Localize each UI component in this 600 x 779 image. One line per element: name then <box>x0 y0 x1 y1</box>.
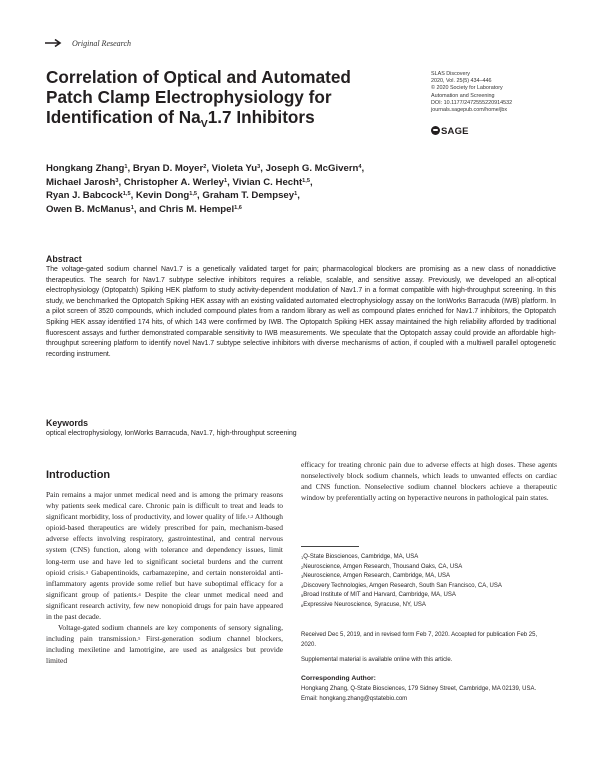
corresponding-email[interactable]: Email: hongkang.zhang@qstatebio.com <box>301 695 408 702</box>
author-name[interactable]: Joseph G. McGivern <box>265 163 359 174</box>
author-separator: , <box>197 190 203 202</box>
author-separator: , <box>118 176 124 188</box>
citation-ref[interactable]: 1,2 <box>247 514 254 520</box>
affiliation-number: 1 <box>301 555 304 560</box>
citation-ref[interactable]: 4 <box>138 591 141 597</box>
intro-paragraph-1: Pain remains a major unmet medical need and is among the primary reasons why patients seek medical care. Chronic pain is difficult to treat and leads to significant morbidity, loss of productivity, and lower quality of life.$^{1,2}$ Although opioid-based therapeutics are widely prescribed for pain, mechanism-based adverse effects involving respiratory, gastrointestinal, and central nervous system (CNS) function, along with tolerance and dependency issues, limit long-term use and have led to significant societal burdens and the current opioid crisis.$^3$ Gabapentinoids, carbamazepine, and certain nonsteroidal anti-inflammatory agents provide some relief but have suboptimal efficacy for a significant group of patients.$^4$ Despite the clear unmet medical need and significant research activity, few new nonopioid drugs for pain have appeared in the past decade. <box>46 490 283 622</box>
received-dates: Received Dec 5, 2019, and in revised form Feb 7, 2020. Accepted for publication Feb 25, 2020. <box>301 632 538 648</box>
affiliation-number: 6 <box>301 602 304 608</box>
author-separator: , <box>130 190 136 202</box>
author-name[interactable]: Graham T. Dempsey <box>202 190 295 202</box>
intro-paragraph-2: Voltage-gated sodium channels are key components of sensory signaling, including pain transmission.$^5$ First-generation sodium channel blockers, including mexiletine and lamotrigine, are used as analgesics but provide limited <box>46 623 283 666</box>
affiliation-text: Discovery Technologies, Amgen Research, South San Francisco, CA, USA <box>303 582 502 589</box>
author-affiliation-ref: 1,5 <box>189 191 198 198</box>
corresponding-address: Hongkang Zhang, Q-State Biosciences, 179 Sidney Street, Cambridge, MA 02139, USA. <box>301 686 537 692</box>
author-list <box>46 162 466 216</box>
affiliation-item <box>301 582 557 592</box>
intro-paragraph-continued: efficacy for treating chronic pain due to adverse effects at high doses. These agents nonselectively block sodium channels, which leads to unwanted effects on cardiac and CNS function. Nonselective sodium channel blockers achieve a therapeutic window by preferentially acting on hyperactive neurons in pathological pain states. <box>301 460 557 503</box>
copyright-line-1: © 2020 Society for Laboratory <box>431 85 503 92</box>
copyright-line-2: Automation and Screening <box>431 92 495 99</box>
author-name[interactable]: Owen B. McManus <box>46 203 131 215</box>
journal-volume: 2020, Vol. 25(5) 434–446 <box>431 78 492 85</box>
keywords-heading: Keywords <box>46 418 89 428</box>
citation-ref[interactable]: 5 <box>137 636 141 642</box>
affiliation-number: 4 <box>301 583 304 589</box>
affiliation-text: Neuroscience, Amgen Research, Cambridge, MA, USA <box>303 573 450 580</box>
affiliation-number: 5 <box>301 593 304 599</box>
affiliation-item <box>301 572 557 582</box>
author-affiliation-ref: 2 <box>203 164 207 170</box>
abstract-text: The voltage-gated sodium channel Nav1.7 is a genetically validated target for pain; pharmacological blockers are promising as a new class of nonaddictive therapeutics. The search for Nav1.7 subtype selective inhibitors requires a reliable, scalable, and sensitive assay. Previously, we developed an all-optical electrophysiology (Optopatch) Spiking HEK platform to study activity-dependent modulation of Nav1.7 in a format compatible with high-throughput screening. In this study, we benchmarked the Optopatch Spiking HEK assay with an existing validated automated electrophysiology assay on the IonWorks Barracuda (IWB) platform. In a pilot screen of 3520 compounds, which included compound plates from a random library as well as compound plates enriched for Nav1.7 inhibitors, the Optopatch Spiking HEK assay identified 174 hits, of which 143 were confirmed by IWB. The Optopatch Spiking HEK assay maintained the high reliability afforded by traditional fluorescent assays and further demonstrated comparable sensitivity to IWB measurements. We speculate that the Optopatch assay could provide an affordable high-throughput screening platform to identify novel Nav1.7 subtype selective inhibitors with diverse mechanisms of action, if coupled with a multiwell parallel optogenetic recording instrument. <box>46 266 556 358</box>
affiliation-item <box>301 601 557 611</box>
corresponding-author <box>301 685 541 704</box>
introduction-column-left <box>46 489 283 667</box>
author-separator: , <box>206 163 212 174</box>
author-affiliation-ref: 3 <box>257 164 261 170</box>
author-affiliation-ref: 4 <box>358 164 362 170</box>
affiliation-text: Neuroscience, Amgen Research, Thousand Oaks, CA, USA <box>303 563 463 570</box>
keywords-text: optical electrophysiology, IonWorks Barracuda, Nav1.7, high-throughput screening <box>46 430 297 437</box>
title-line-1: Correlation of Optical and Automated <box>46 67 351 87</box>
affiliation-text: Broad Institute of MIT and Harvard, Cambridge, MA, USA <box>303 592 456 599</box>
author-name[interactable]: Christopher A. Werley <box>123 176 225 188</box>
title-line-3: Identification of $Na_V1.7$ Inhibitors <box>46 107 315 130</box>
introduction-column-right <box>301 459 557 503</box>
affiliation-text: Q-State Biosciences, Cambridge, MA, USA <box>303 554 419 560</box>
author-name[interactable]: Ryan J. Babcock <box>46 190 123 202</box>
author-separator: , and <box>133 203 159 215</box>
author-name[interactable]: Chris M. Hempel <box>158 203 235 215</box>
author-separator: , <box>227 176 233 188</box>
citation-ref[interactable]: 3 <box>85 569 88 575</box>
author-name[interactable]: Michael Jarosh <box>46 176 116 188</box>
publisher-logo: SAGE <box>431 126 469 137</box>
title-line-2: Patch Clamp Electrophysiology for <box>46 87 332 107</box>
journal-url[interactable]: journals.sagepub.com/home/jbx <box>431 107 508 114</box>
affiliation-number: 3 <box>301 574 304 580</box>
author-separator: , <box>309 176 313 188</box>
journal-name: SLAS Discovery <box>431 71 470 77</box>
author-separator: , <box>361 163 365 174</box>
author-affiliation-ref: 1 <box>130 204 134 211</box>
sage-logo-icon <box>431 126 440 135</box>
author-name[interactable]: Kevin Dong <box>135 190 190 202</box>
supplemental-note: Supplemental material is available online with this article. <box>301 657 453 663</box>
author-separator: , <box>260 163 266 174</box>
author-affiliation-ref: 1 <box>124 164 128 170</box>
author-name[interactable]: Vivian C. Hecht <box>232 176 303 188</box>
author-separator: , <box>127 163 133 174</box>
abstract-heading: Abstract <box>46 254 82 264</box>
doi-link[interactable]: DOI: 10.1177/2472555220914532 <box>431 99 513 106</box>
author-name[interactable]: Bryan D. Moyer <box>132 163 204 174</box>
author-affiliation-ref: 1,5 <box>122 191 131 198</box>
author-affiliation-ref: 1,6 <box>234 204 242 211</box>
affiliations <box>301 553 557 611</box>
author-affiliation-ref: 3 <box>115 177 119 184</box>
affiliation-text: Expressive Neuroscience, Syracuse, NY, USA <box>303 601 426 608</box>
affiliation-item <box>301 553 557 563</box>
author-name[interactable]: Violeta Yu <box>211 163 258 174</box>
introduction-heading: Introduction <box>46 469 111 481</box>
footnote-divider <box>301 546 359 547</box>
journal-meta <box>431 71 571 114</box>
affiliation-item <box>301 591 557 601</box>
article-title <box>46 67 406 134</box>
author-affiliation-ref: 1,5 <box>302 177 310 184</box>
affiliation-item <box>301 563 557 573</box>
section-marker-icon <box>44 38 64 48</box>
author-affiliation-ref: 1 <box>224 177 228 184</box>
author-separator: , <box>297 190 300 202</box>
author-affiliation-ref: 1 <box>294 191 298 198</box>
corresponding-heading: Corresponding Author: <box>301 675 376 682</box>
section-label: Original Research <box>72 39 132 48</box>
affiliation-number: 2 <box>301 564 304 570</box>
author-name[interactable]: Hongkang Zhang <box>46 163 125 174</box>
